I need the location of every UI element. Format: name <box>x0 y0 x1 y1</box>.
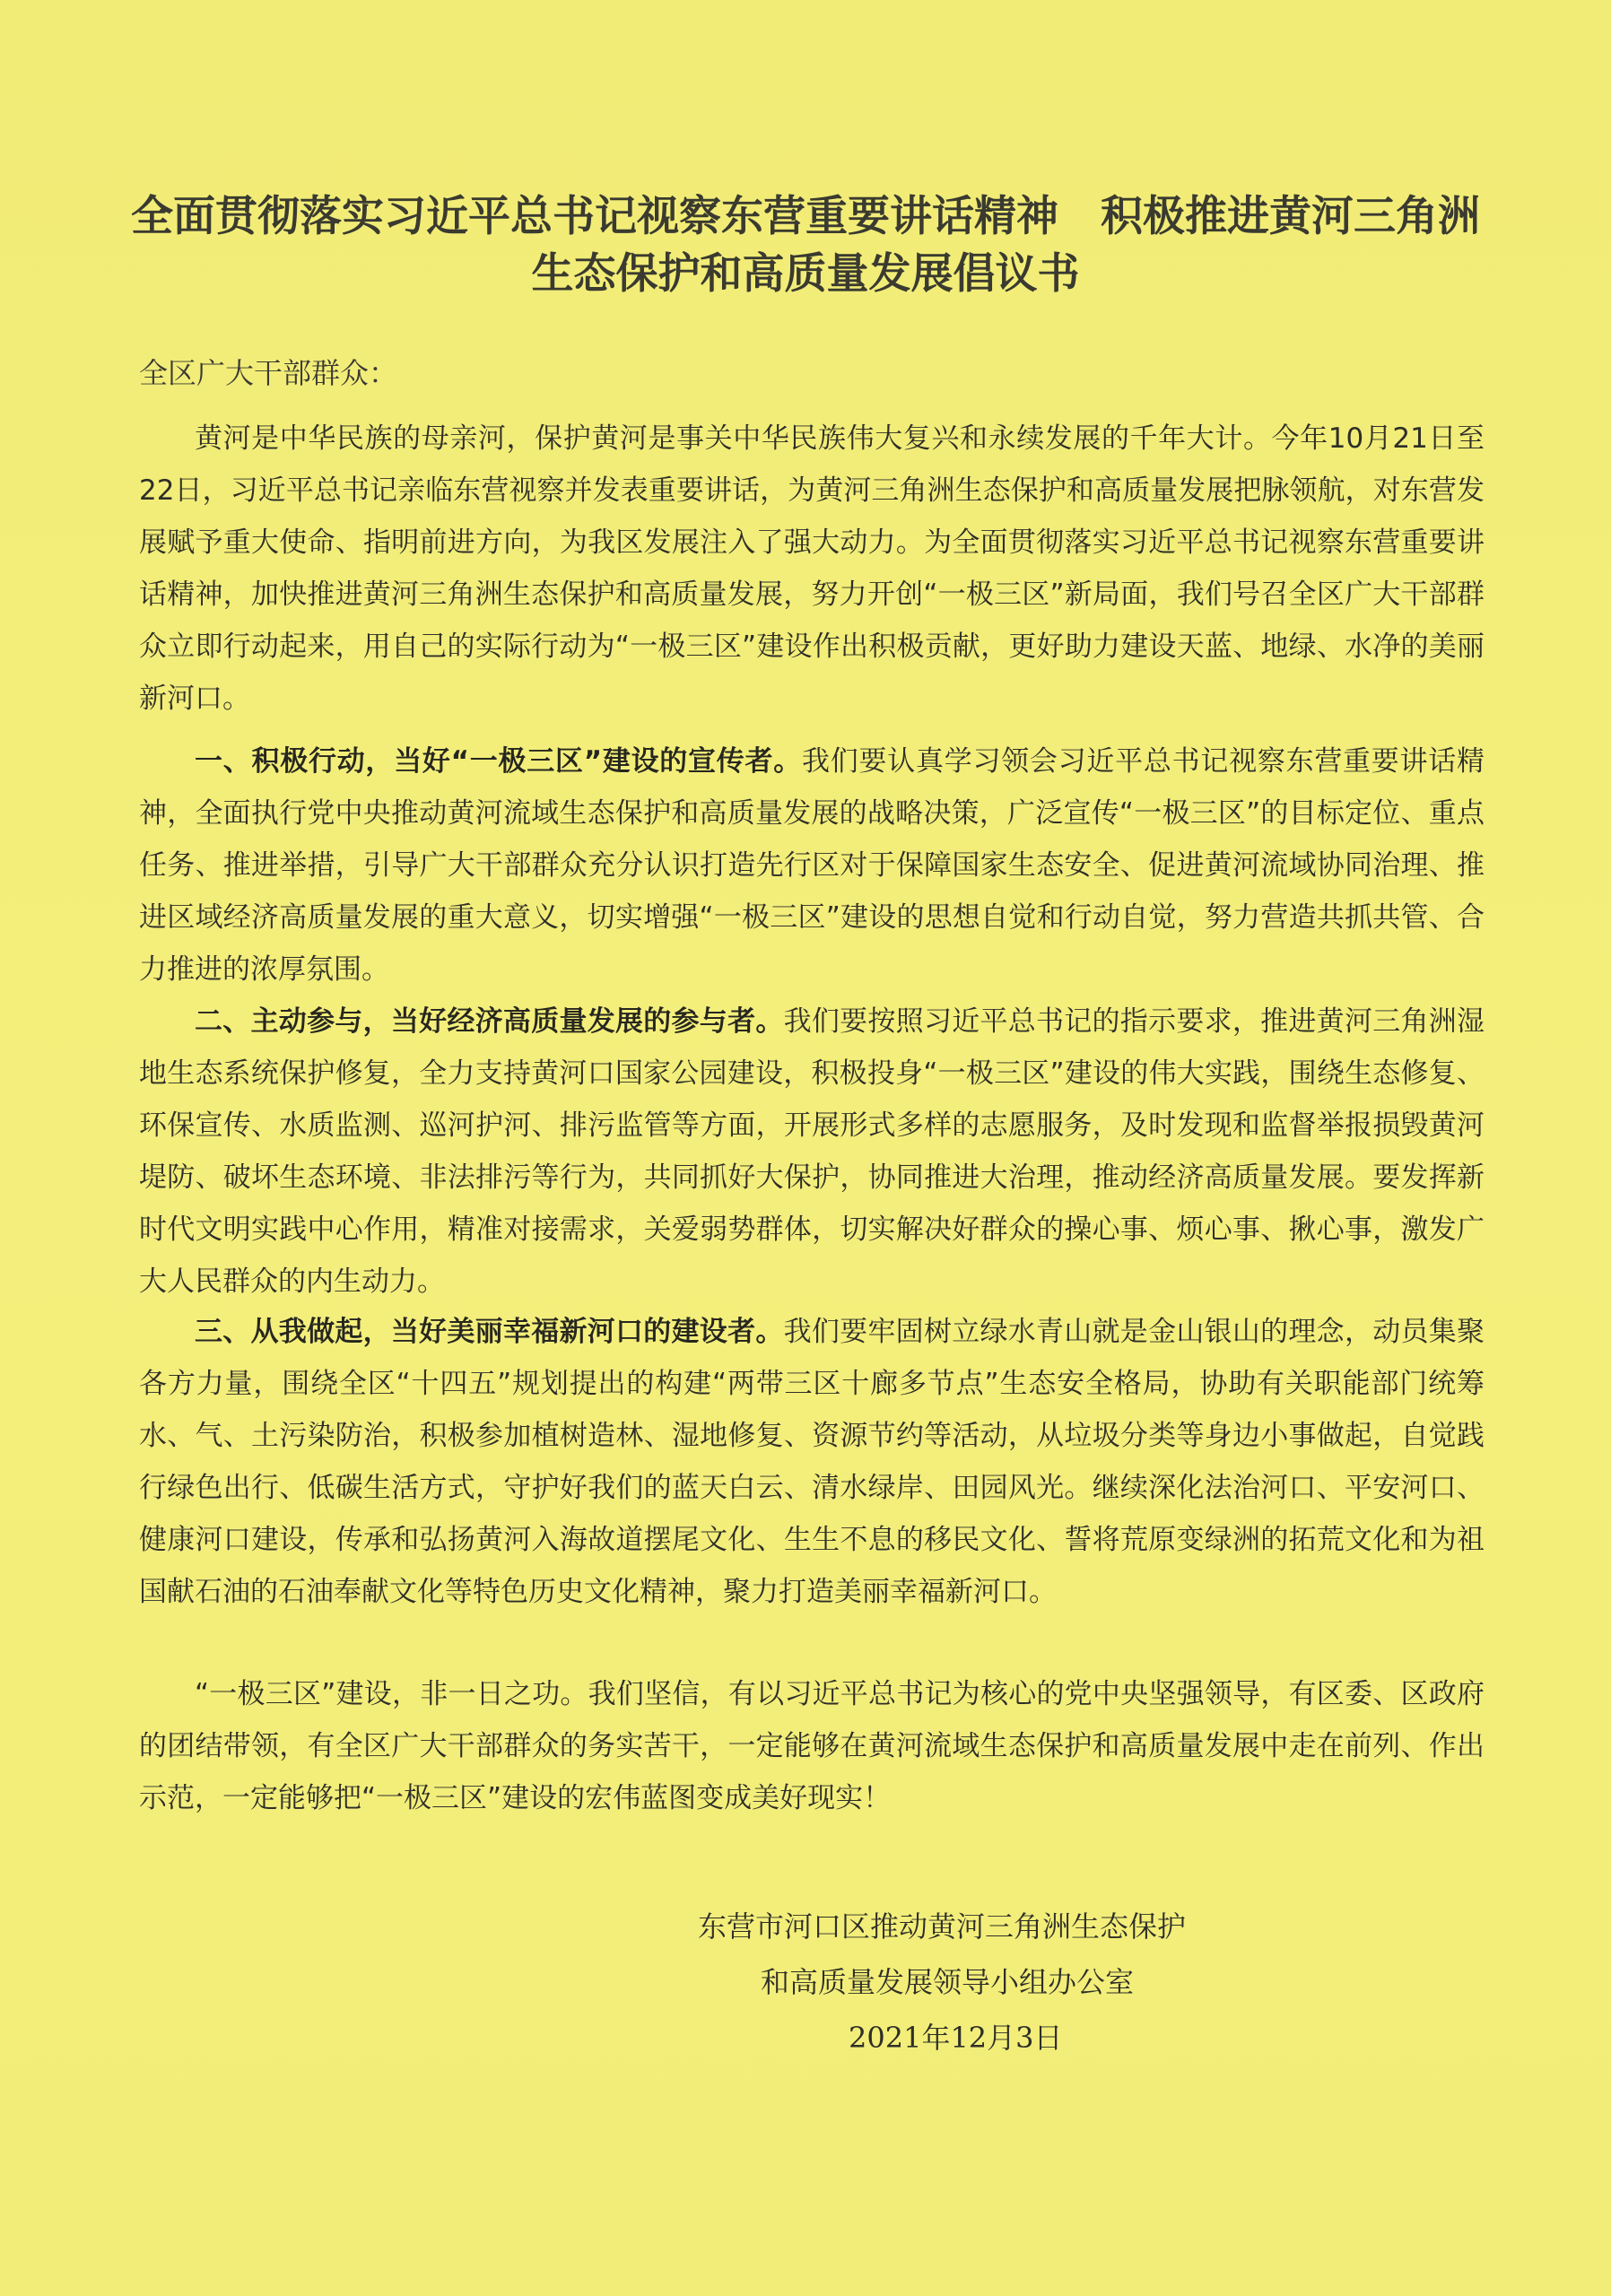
section3-heading: 三、从我做起，当好美丽幸福新河口的建设者。 <box>195 1316 784 1348</box>
salutation: 全区广大干部群众： <box>139 356 398 390</box>
signature-line1: 东营市河口区推动黄河三角洲生态保护 <box>698 1909 1187 1944</box>
signature-date: 2021年12月3日 <box>849 2021 1063 2055</box>
section1-body: 我们要认真学习领会习近平总书记视察东营重要讲话精神，全面执行党中央推动黄河流域生态保护和高质量发展的战略决策，广泛宣传“一极三区”的目标定位、重点任务、推进举措，引导广大干部群众充分认识打造先行区对于保障国家生态安全、促进黄河流域协同治理、推进区域经济高质量发展的重大意义，切实增强“一极三区”建设的思想自觉和行动自觉，努力营造共抓共管、合力推进的浓厚氛围。 <box>139 745 1485 986</box>
paragraph-section3 <box>139 1306 1485 1618</box>
paragraph-intro: 黄河是中华民族的母亲河，保护黄河是事关中华民族伟大复兴和永续发展的千年大计。今年10月21日至22日，习近平总书记亲临东营视察并发表重要讲话，为黄河三角洲生态保护和高质量发展把脉领航，对东营发展赋予重大使命、指明前进方向，为我区发展注入了强大动力。为全面贯彻落实习近平总书记视察东营重要讲话精神，加快推进黄河三角洲生态保护和高质量发展，努力开创“一极三区”新局面，我们号召全区广大干部群众立即行动起来，用自己的实际行动为“一极三区”建设作出积极贡献，更好助力建设天蓝、地绿、水净的美丽新河口。 <box>139 422 1485 715</box>
paragraph-closing: “一极三区”建设，非一日之功。我们坚信，有以习近平总书记为核心的党中央坚强领导，有区委、区政府的团结带领，有全区广大干部群众的务实苦干，一定能够在黄河流域生态保护和高质量发展中走在前列、作出示范，一定能够把“一极三区”建设的宏伟蓝图变成美好现实！ <box>139 1678 1485 1814</box>
section2-heading: 二、主动参与，当好经济高质量发展的参与者。 <box>195 1005 784 1038</box>
document-title-line1: 全面贯彻落实习近平总书记视察东营重要讲话精神 积极推进黄河三角洲 <box>131 192 1480 241</box>
document-title-line2: 生态保护和高质量发展倡议书 <box>531 249 1080 299</box>
section1-heading: 一、积极行动，当好“一极三区”建设的宣传者。 <box>195 745 803 778</box>
section2-body: 我们要按照习近平总书记的指示要求，推进黄河三角洲湿地生态系统保护修复，全力支持黄河口国家公园建设，积极投身“一极三区”建设的伟大实践，围绕生态修复、环保宣传、水质监测、巡河护河、排污监管等方面，开展形式多样的志愿服务，及时发现和监督举报损毁黄河堤防、破坏生态环境、非法排污等行为，共同抓好大保护，协同推进大治理，推动经济高质量发展。要发挥新时代文明实践中心作用，精准对接需求，关爱弱势群体，切实解决好群众的操心事、烦心事、揪心事，激发广大人民群众的内生动力。 <box>139 1005 1485 1298</box>
paragraph-section2 <box>139 996 1485 1308</box>
section3-body: 我们要牢固树立绿水青山就是金山银山的理念，动员集聚各方力量，围绕全区“十四五”规划提出的构建“两带三区十廊多节点”生态安全格局，协助有关职能部门统筹水、气、土污染防治，积极参加植树造林、湿地修复、资源节约等活动，从垃圾分类等身边小事做起，自觉践行绿色出行、低碳生活方式，守护好我们的蓝天白云、清水绿岸、田园风光。继续深化法治河口、平安河口、健康河口建设，传承和弘扬黄河入海故道摆尾文化、生生不息的移民文化、誓将荒原变绿洲的拓荒文化和为祖国献石油的石油奉献文化等特色历史文化精神，聚力打造美丽幸福新河口。 <box>139 1316 1485 1608</box>
signature-line2: 和高质量发展领导小组办公室 <box>761 1965 1135 1999</box>
paragraph-section1 <box>139 735 1485 996</box>
